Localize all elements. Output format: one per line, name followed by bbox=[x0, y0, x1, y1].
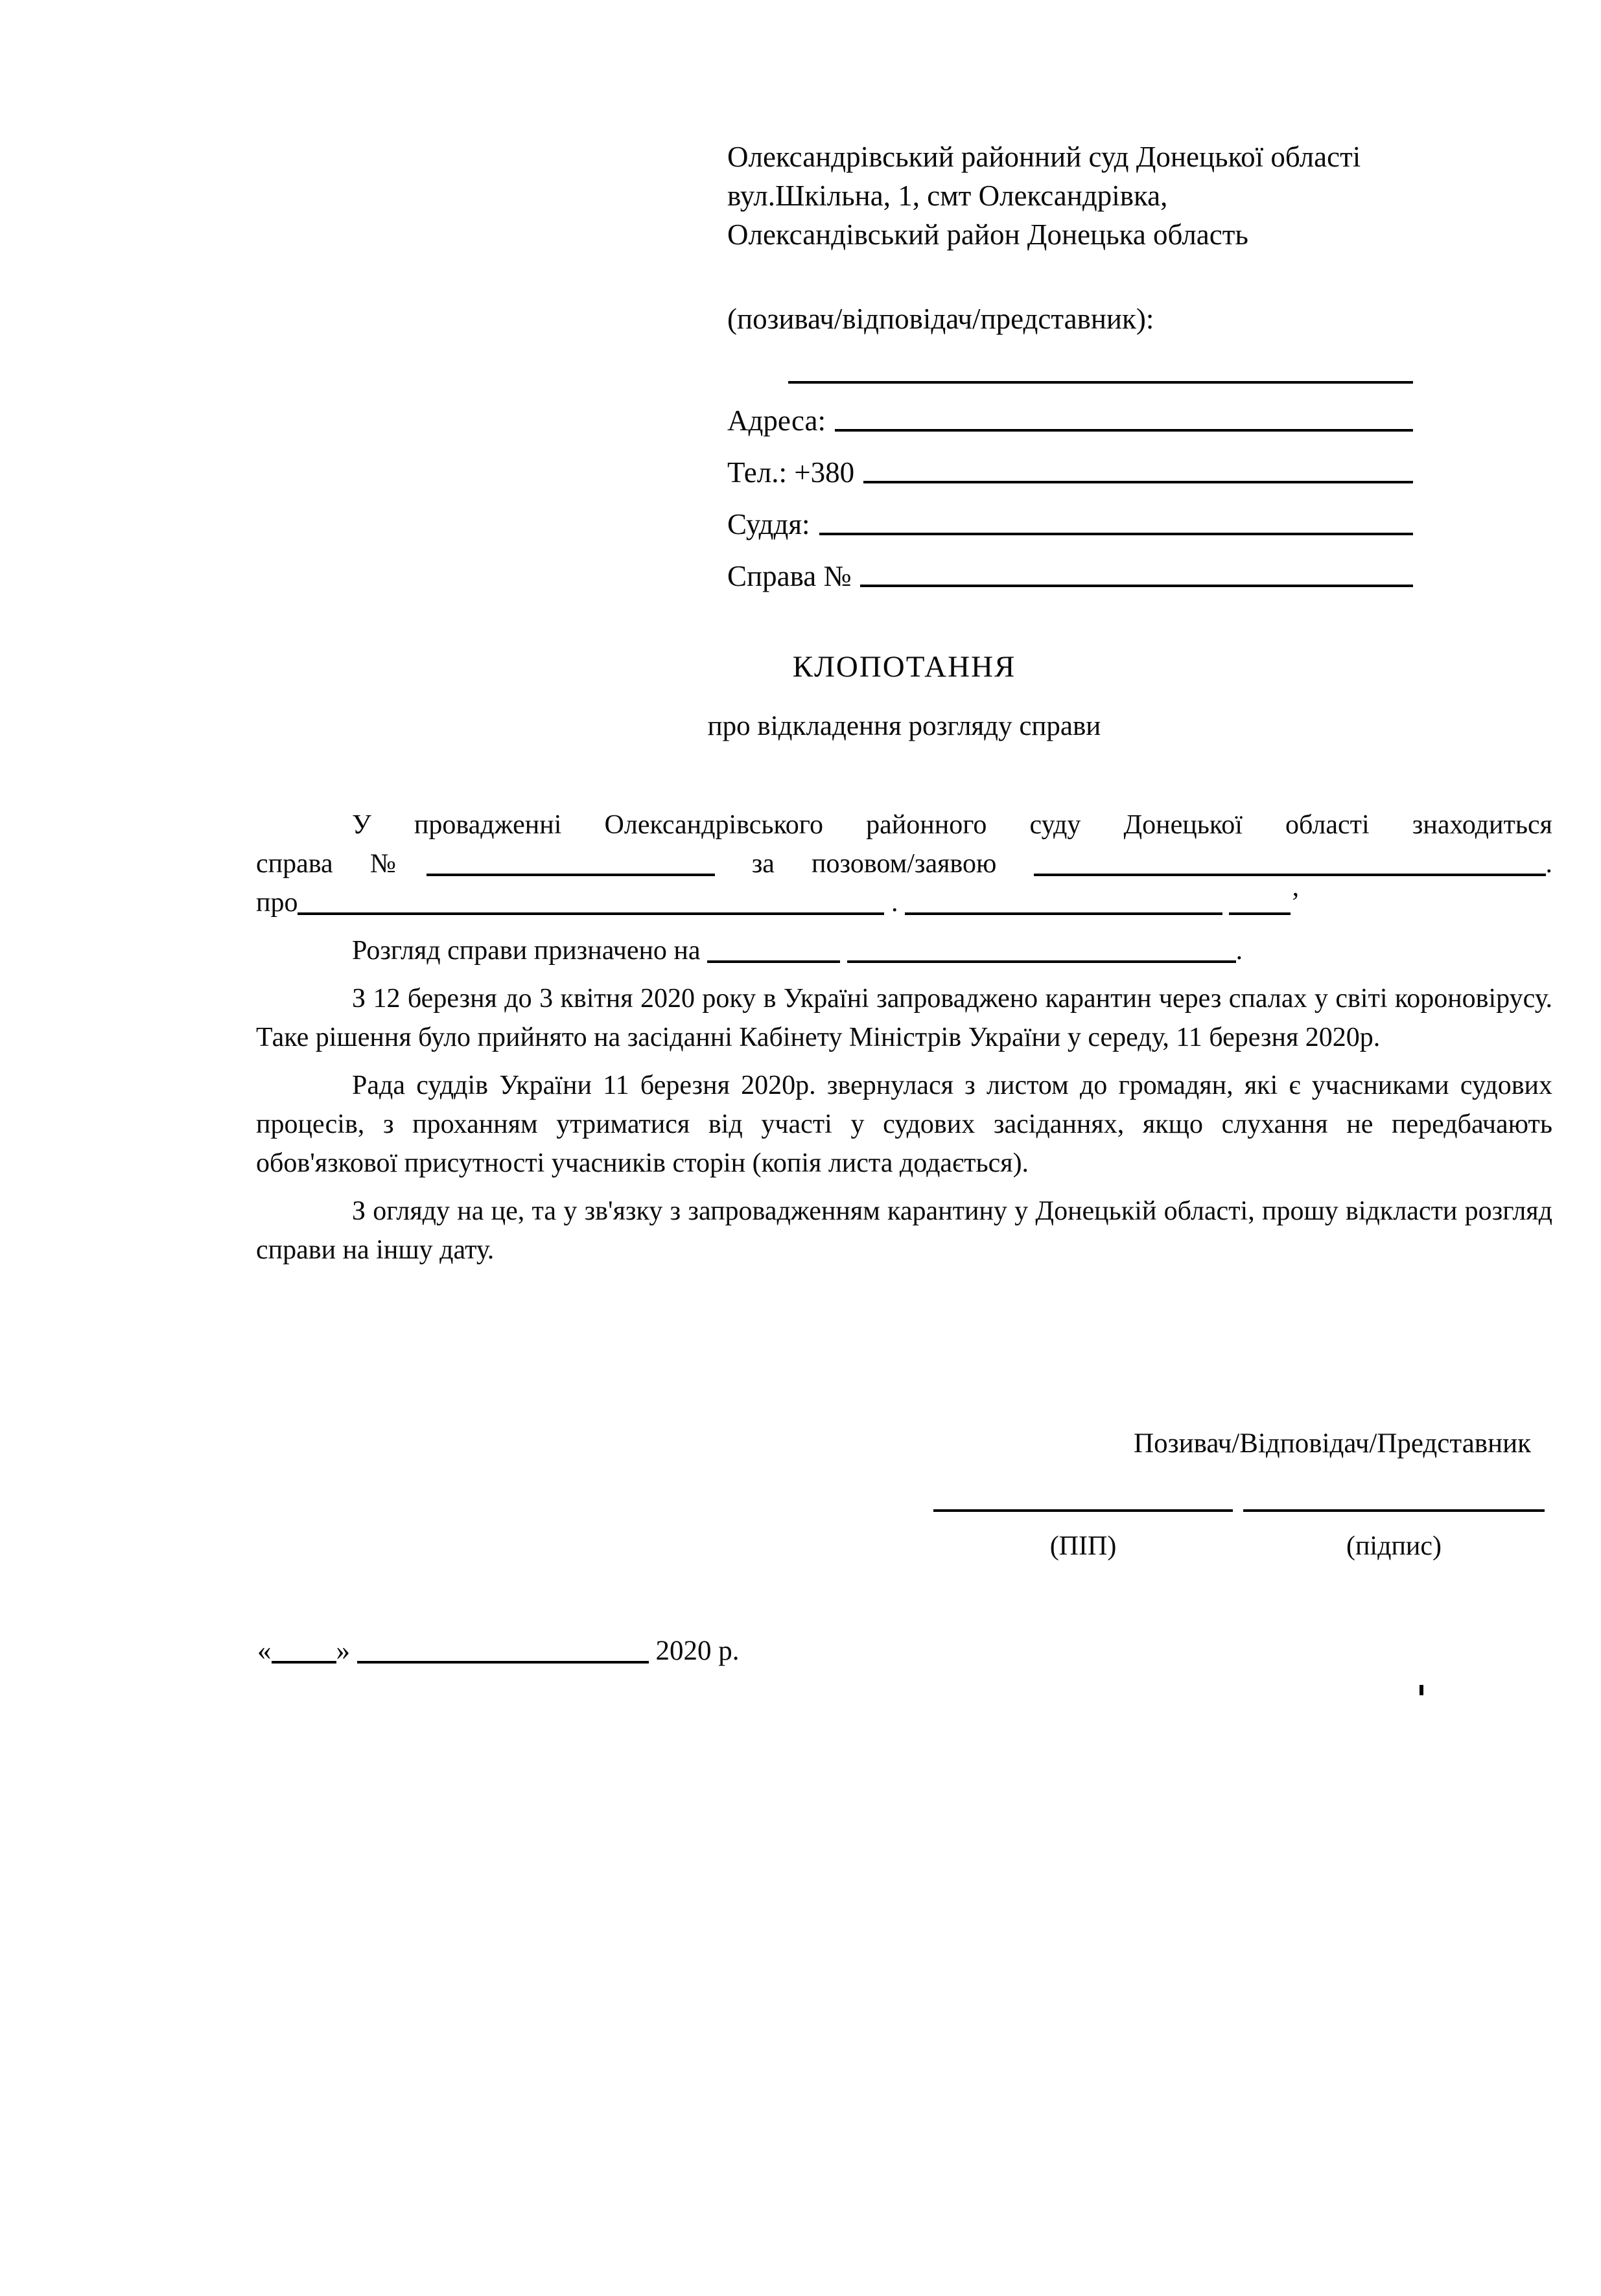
sentence-period: . bbox=[1545, 849, 1552, 879]
header-form-fields bbox=[727, 362, 1413, 591]
document-title: КЛОПОТАННЯ bbox=[792, 650, 1016, 684]
day-blank-underline bbox=[272, 1656, 336, 1664]
phone-field-label: Тел.: +380 bbox=[727, 456, 855, 489]
year-label: 2020 р. bbox=[655, 1636, 740, 1666]
court-address-block bbox=[727, 137, 1492, 338]
paragraph-1-line-3 bbox=[256, 883, 1552, 922]
subject-blank-inline-2 bbox=[905, 907, 1222, 915]
scan-artifact-speck bbox=[1420, 1685, 1423, 1695]
case-number-blank-underline bbox=[860, 585, 1413, 587]
month-blank-underline bbox=[357, 1656, 649, 1664]
address-field-label: Адреса: bbox=[727, 404, 826, 437]
paragraph-1-line-2 bbox=[256, 844, 1552, 883]
paragraph-judges-council: Рада суддів України 11 березня 2020р. звернулася з листом до громадян, які є учасниками судових процесів, з проханням утриматися від участі у судових засіданнях, якщо слухання не передбачають обов'язкової присутності учасників сторін (копія листа додається). bbox=[256, 1071, 1552, 1178]
signature-role-label: Позивач/Відповідач/Представник bbox=[1134, 1428, 1531, 1459]
court-street-line: вул.Шкільна, 1, смт Олександрівка, bbox=[727, 180, 1168, 212]
close-quote: » bbox=[336, 1636, 350, 1666]
address-field-row bbox=[727, 384, 1413, 435]
signature-name-line bbox=[933, 1509, 1233, 1512]
party-name-blank-underline bbox=[788, 362, 1413, 384]
paragraph-quarantine: З 12 березня до 3 квітня 2020 року в Україні запроваджено карантин через спалах у світі короновірусу. Таке рішення було прийнято на засіданні Кабінету Міністрів України у середу, 11 березня 2020р. bbox=[256, 984, 1552, 1052]
signature-sign-line bbox=[1243, 1509, 1545, 1512]
document-subtitle: про відкладення розгляду справи bbox=[707, 711, 1101, 741]
case-number-field-row bbox=[727, 539, 1413, 591]
judge-field-row bbox=[727, 487, 1413, 539]
signature-sign-caption: (підпис) bbox=[1346, 1531, 1442, 1561]
phone-blank-underline bbox=[863, 481, 1413, 483]
case-number-field-label: Справа № bbox=[727, 560, 852, 592]
date-line bbox=[257, 1632, 740, 1671]
phone-field-row bbox=[727, 435, 1413, 487]
court-name-line: Олександрівський районний суд Донецької області bbox=[727, 141, 1361, 173]
judge-blank-underline bbox=[819, 533, 1413, 535]
subject-blank-inline-3 bbox=[1229, 907, 1291, 915]
paragraph-1-line-1: У провадженні Олександрівського районного суду Донецької області знаходиться bbox=[352, 810, 1552, 840]
hearing-date-blank-1 bbox=[707, 955, 840, 963]
word-sprava: справа bbox=[256, 849, 333, 879]
case-number-blank-inline bbox=[427, 868, 715, 876]
hearing-date-lead: Розгляд справи призначено на bbox=[352, 936, 701, 966]
signature-name-caption: (ПІП) bbox=[1049, 1531, 1117, 1561]
word-pro: про bbox=[256, 888, 298, 918]
claimant-blank-inline bbox=[1034, 868, 1546, 876]
court-region-line: Олександівський район Донецька область bbox=[727, 218, 1248, 251]
subject-blank-inline-1 bbox=[298, 907, 884, 915]
stray-tick-mark: ’ bbox=[1291, 888, 1300, 918]
word-by-claim: за позовом/заявою bbox=[751, 849, 997, 879]
hearing-date-period: . bbox=[1235, 936, 1243, 966]
word-case-number-sign: № bbox=[369, 849, 427, 879]
hearing-date-blank-2 bbox=[847, 955, 1236, 963]
judge-field-label: Суддя: bbox=[727, 508, 810, 540]
document-body bbox=[256, 806, 1552, 1270]
address-blank-underline bbox=[835, 429, 1413, 432]
separator-dot: . bbox=[891, 888, 898, 918]
open-quote: « bbox=[257, 1636, 272, 1666]
paragraph-request: З огляду на це, та у зв'язку з запровадженням карантину у Донецькій області, прошу відкласти розгляд справи на іншу дату. bbox=[256, 1196, 1552, 1265]
party-role-label: (позивач/відповідач/представник): bbox=[727, 303, 1154, 335]
hearing-date-line bbox=[256, 931, 1552, 970]
